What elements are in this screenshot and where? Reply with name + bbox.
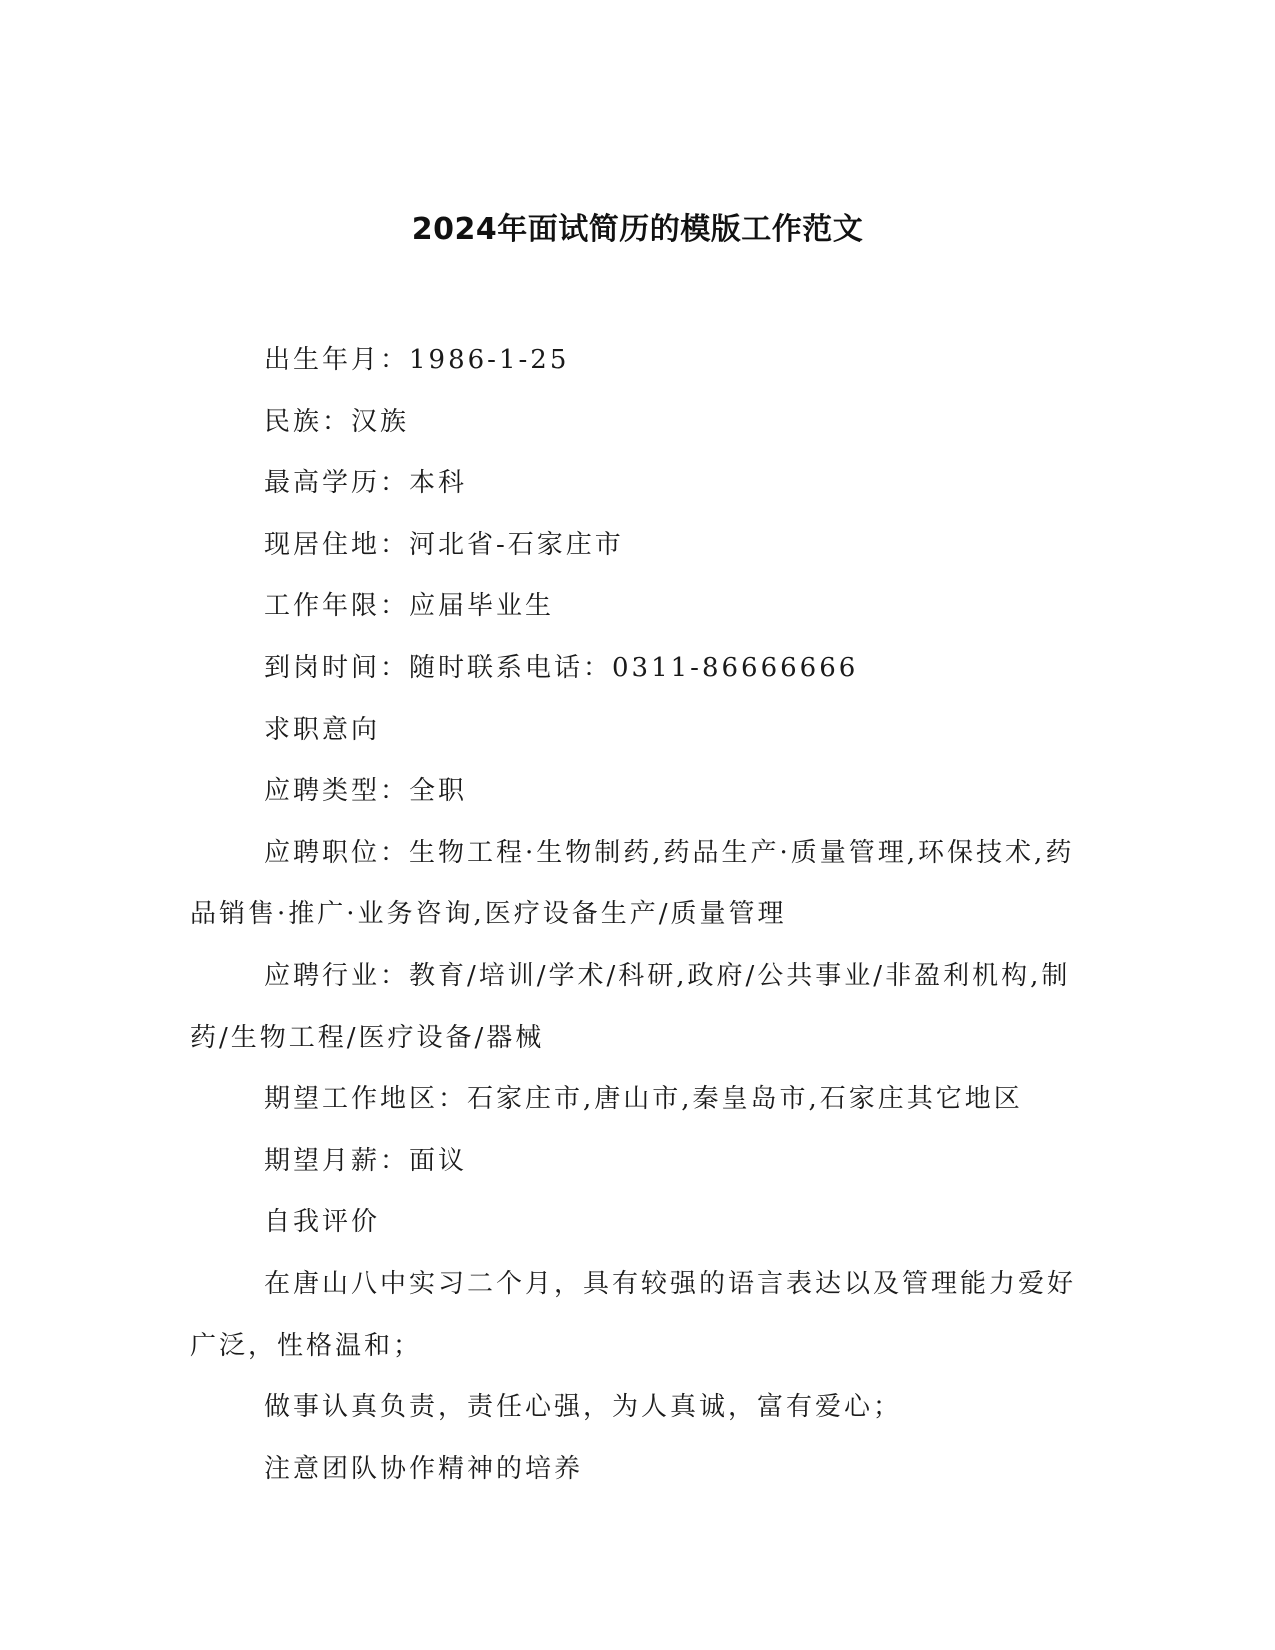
self-evaluation-paragraph-1: 在唐山八中实习二个月，具有较强的语言表达以及管理能力爱好广泛，性格温和； [190, 1268, 1077, 1361]
expected-location-line: 期望工作地区：石家庄市,唐山市,秦皇岛市,石家庄其它地区 [264, 1084, 1023, 1115]
residence-line: 现居住地：河北省-石家庄市 [264, 529, 624, 560]
education-line: 最高学历：本科 [264, 468, 468, 499]
job-position-paragraph: 应聘职位：生物工程·生物制药,药品生产·质量管理,环保技术,药品销售·推广·业务咨询,医疗设备生产/质量管理 [190, 837, 1075, 930]
job-intention-heading: 求职意向 [264, 714, 381, 745]
self-evaluation-heading: 自我评价 [264, 1207, 381, 1238]
expected-salary-line: 期望月薪：面议 [264, 1145, 468, 1176]
availability-contact-line: 到岗时间：随时联系电话：0311-86666666 [264, 652, 859, 683]
birth-date-line: 出生年月：1986-1-25 [264, 345, 570, 375]
self-evaluation-paragraph-3: 注意团队协作精神的培养 [264, 1453, 584, 1484]
work-years-line: 工作年限：应届毕业生 [264, 591, 555, 622]
document-title: 2024年面试简历的模版工作范文 [411, 212, 864, 247]
ethnicity-line: 民族：汉族 [264, 406, 410, 437]
job-type-line: 应聘类型：全职 [264, 776, 468, 807]
job-industry-paragraph: 应聘行业：教育/培训/学术/科研,政府/公共事业/非盈利机构,制药/生物工程/医疗设备/器械 [190, 960, 1071, 1053]
self-evaluation-paragraph-2: 做事认真负责，责任心强，为人真诚，富有爱心； [264, 1392, 903, 1423]
document-body [190, 330, 1085, 1500]
